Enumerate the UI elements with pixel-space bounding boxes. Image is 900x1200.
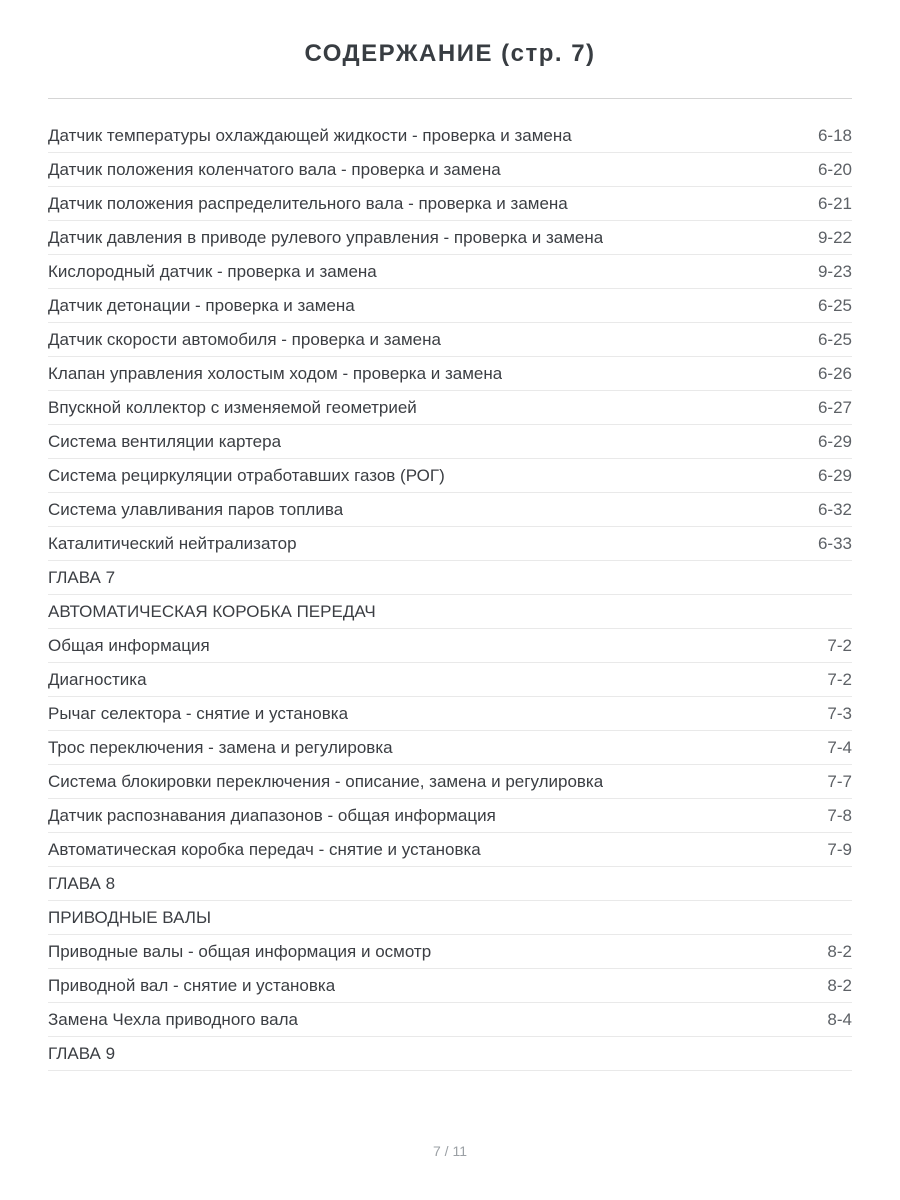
toc-chapter-row: [48, 595, 852, 629]
toc-entry-label: Замена Чехла приводного вала: [48, 1009, 298, 1029]
toc-entry-label: Система блокировки переключения - описание, замена и регулировка: [48, 771, 604, 791]
toc-entry-label: Клапан управления холостым ходом - проверка и замена: [48, 363, 503, 383]
toc-row: [48, 357, 852, 391]
toc-entry-page: 9-23: [817, 261, 852, 281]
toc-entry-page: 6-21: [817, 193, 852, 213]
toc-entry-label: Диагностика: [48, 669, 147, 689]
toc-entry-page: 8-2: [827, 941, 852, 961]
toc-entry-label: Датчик распознавания диапазонов - общая информация: [48, 805, 496, 825]
toc-entry-label: ГЛАВА 9: [48, 1043, 116, 1063]
toc-entry-label: Датчик детонации - проверка и замена: [48, 295, 355, 315]
toc-entry-page: 9-22: [817, 227, 852, 247]
toc-entry-page: 6-27: [817, 397, 852, 417]
toc-entry-label: Система улавливания паров топлива: [48, 499, 344, 519]
toc-list: [48, 119, 852, 1071]
toc-entry-label: ГЛАВА 7: [48, 567, 116, 587]
toc-chapter-row: [48, 901, 852, 935]
toc-row: [48, 935, 852, 969]
toc-entry-label: Общая информация: [48, 635, 210, 655]
toc-row: [48, 153, 852, 187]
toc-entry-page: 6-18: [817, 125, 852, 145]
toc-row: [48, 119, 852, 153]
toc-row: [48, 323, 852, 357]
toc-entry-label: Система рециркуляции отработавших газов (РОГ): [48, 465, 445, 485]
toc-row: [48, 663, 852, 697]
toc-entry-label: Датчик температуры охлаждающей жидкости - проверка и замена: [48, 125, 572, 145]
toc-row: [48, 799, 852, 833]
toc-entry-label: АВТОМАТИЧЕСКАЯ КОРОБКА ПЕРЕДАЧ: [48, 601, 376, 621]
toc-row: [48, 255, 852, 289]
toc-entry-page: 6-33: [817, 533, 852, 553]
toc-row: [48, 459, 852, 493]
toc-entry-label: Датчик скорости автомобиля - проверка и замена: [48, 329, 441, 349]
toc-entry-page: 6-25: [817, 329, 852, 349]
toc-entry-page: 7-2: [827, 669, 852, 689]
toc-row: [48, 527, 852, 561]
toc-entry-page: 7-8: [827, 805, 852, 825]
toc-entry-page: 8-2: [827, 975, 852, 995]
page-indicator: 7 / 11: [433, 1143, 467, 1159]
toc-entry-label: Трос переключения - замена и регулировка: [48, 737, 393, 757]
toc-entry-page: 6-26: [817, 363, 852, 383]
toc-chapter-row: [48, 561, 852, 595]
toc-row: [48, 969, 852, 1003]
toc-entry-page: 7-9: [827, 839, 852, 859]
toc-entry-page: 6-32: [817, 499, 852, 519]
toc-row: [48, 629, 852, 663]
toc-row: [48, 425, 852, 459]
toc-row: [48, 833, 852, 867]
toc-entry-label: Рычаг селектора - снятие и установка: [48, 703, 349, 723]
toc-entry-label: Приводные валы - общая информация и осмотр: [48, 941, 432, 961]
toc-entry-page: 6-29: [817, 431, 852, 451]
toc-entry-label: Впускной коллектор с изменяемой геометрией: [48, 397, 417, 417]
toc-entry-label: ПРИВОДНЫЕ ВАЛЫ: [48, 907, 211, 927]
toc-entry-label: Датчик положения коленчатого вала - проверка и замена: [48, 159, 501, 179]
toc-chapter-row: [48, 1037, 852, 1071]
toc-row: [48, 765, 852, 799]
toc-row: [48, 289, 852, 323]
toc-row: [48, 187, 852, 221]
toc-entry-label: ГЛАВА 8: [48, 873, 116, 893]
toc-entry-label: Датчик положения распределительного вала - проверка и замена: [48, 193, 568, 213]
toc-row: [48, 493, 852, 527]
toc-chapter-row: [48, 867, 852, 901]
toc-entry-label: Датчик давления в приводе рулевого управления - проверка и замена: [48, 227, 604, 247]
toc-entry-label: Автоматическая коробка передач - снятие и установка: [48, 839, 481, 859]
toc-row: [48, 221, 852, 255]
toc-entry-label: Приводной вал - снятие и установка: [48, 975, 336, 995]
toc-row: [48, 391, 852, 425]
toc-entry-page: 6-25: [817, 295, 852, 315]
toc-entry-page: 6-29: [817, 465, 852, 485]
toc-entry-label: Кислородный датчик - проверка и замена: [48, 261, 377, 281]
toc-entry-label: Система вентиляции картера: [48, 431, 282, 451]
toc-row: [48, 1003, 852, 1037]
toc-entry-page: 8-4: [827, 1009, 852, 1029]
toc-row: [48, 731, 852, 765]
toc-entry-page: 7-7: [827, 771, 852, 791]
header-divider: [48, 98, 852, 99]
toc-entry-page: 7-2: [827, 635, 852, 655]
toc-entry-label: Каталитический нейтрализатор: [48, 533, 297, 553]
toc-entry-page: 7-3: [827, 703, 852, 723]
page-title: СОДЕРЖАНИЕ (стр. 7): [304, 40, 596, 67]
toc-entry-page: 7-4: [827, 737, 852, 757]
toc-entry-page: 6-20: [817, 159, 852, 179]
toc-row: [48, 697, 852, 731]
